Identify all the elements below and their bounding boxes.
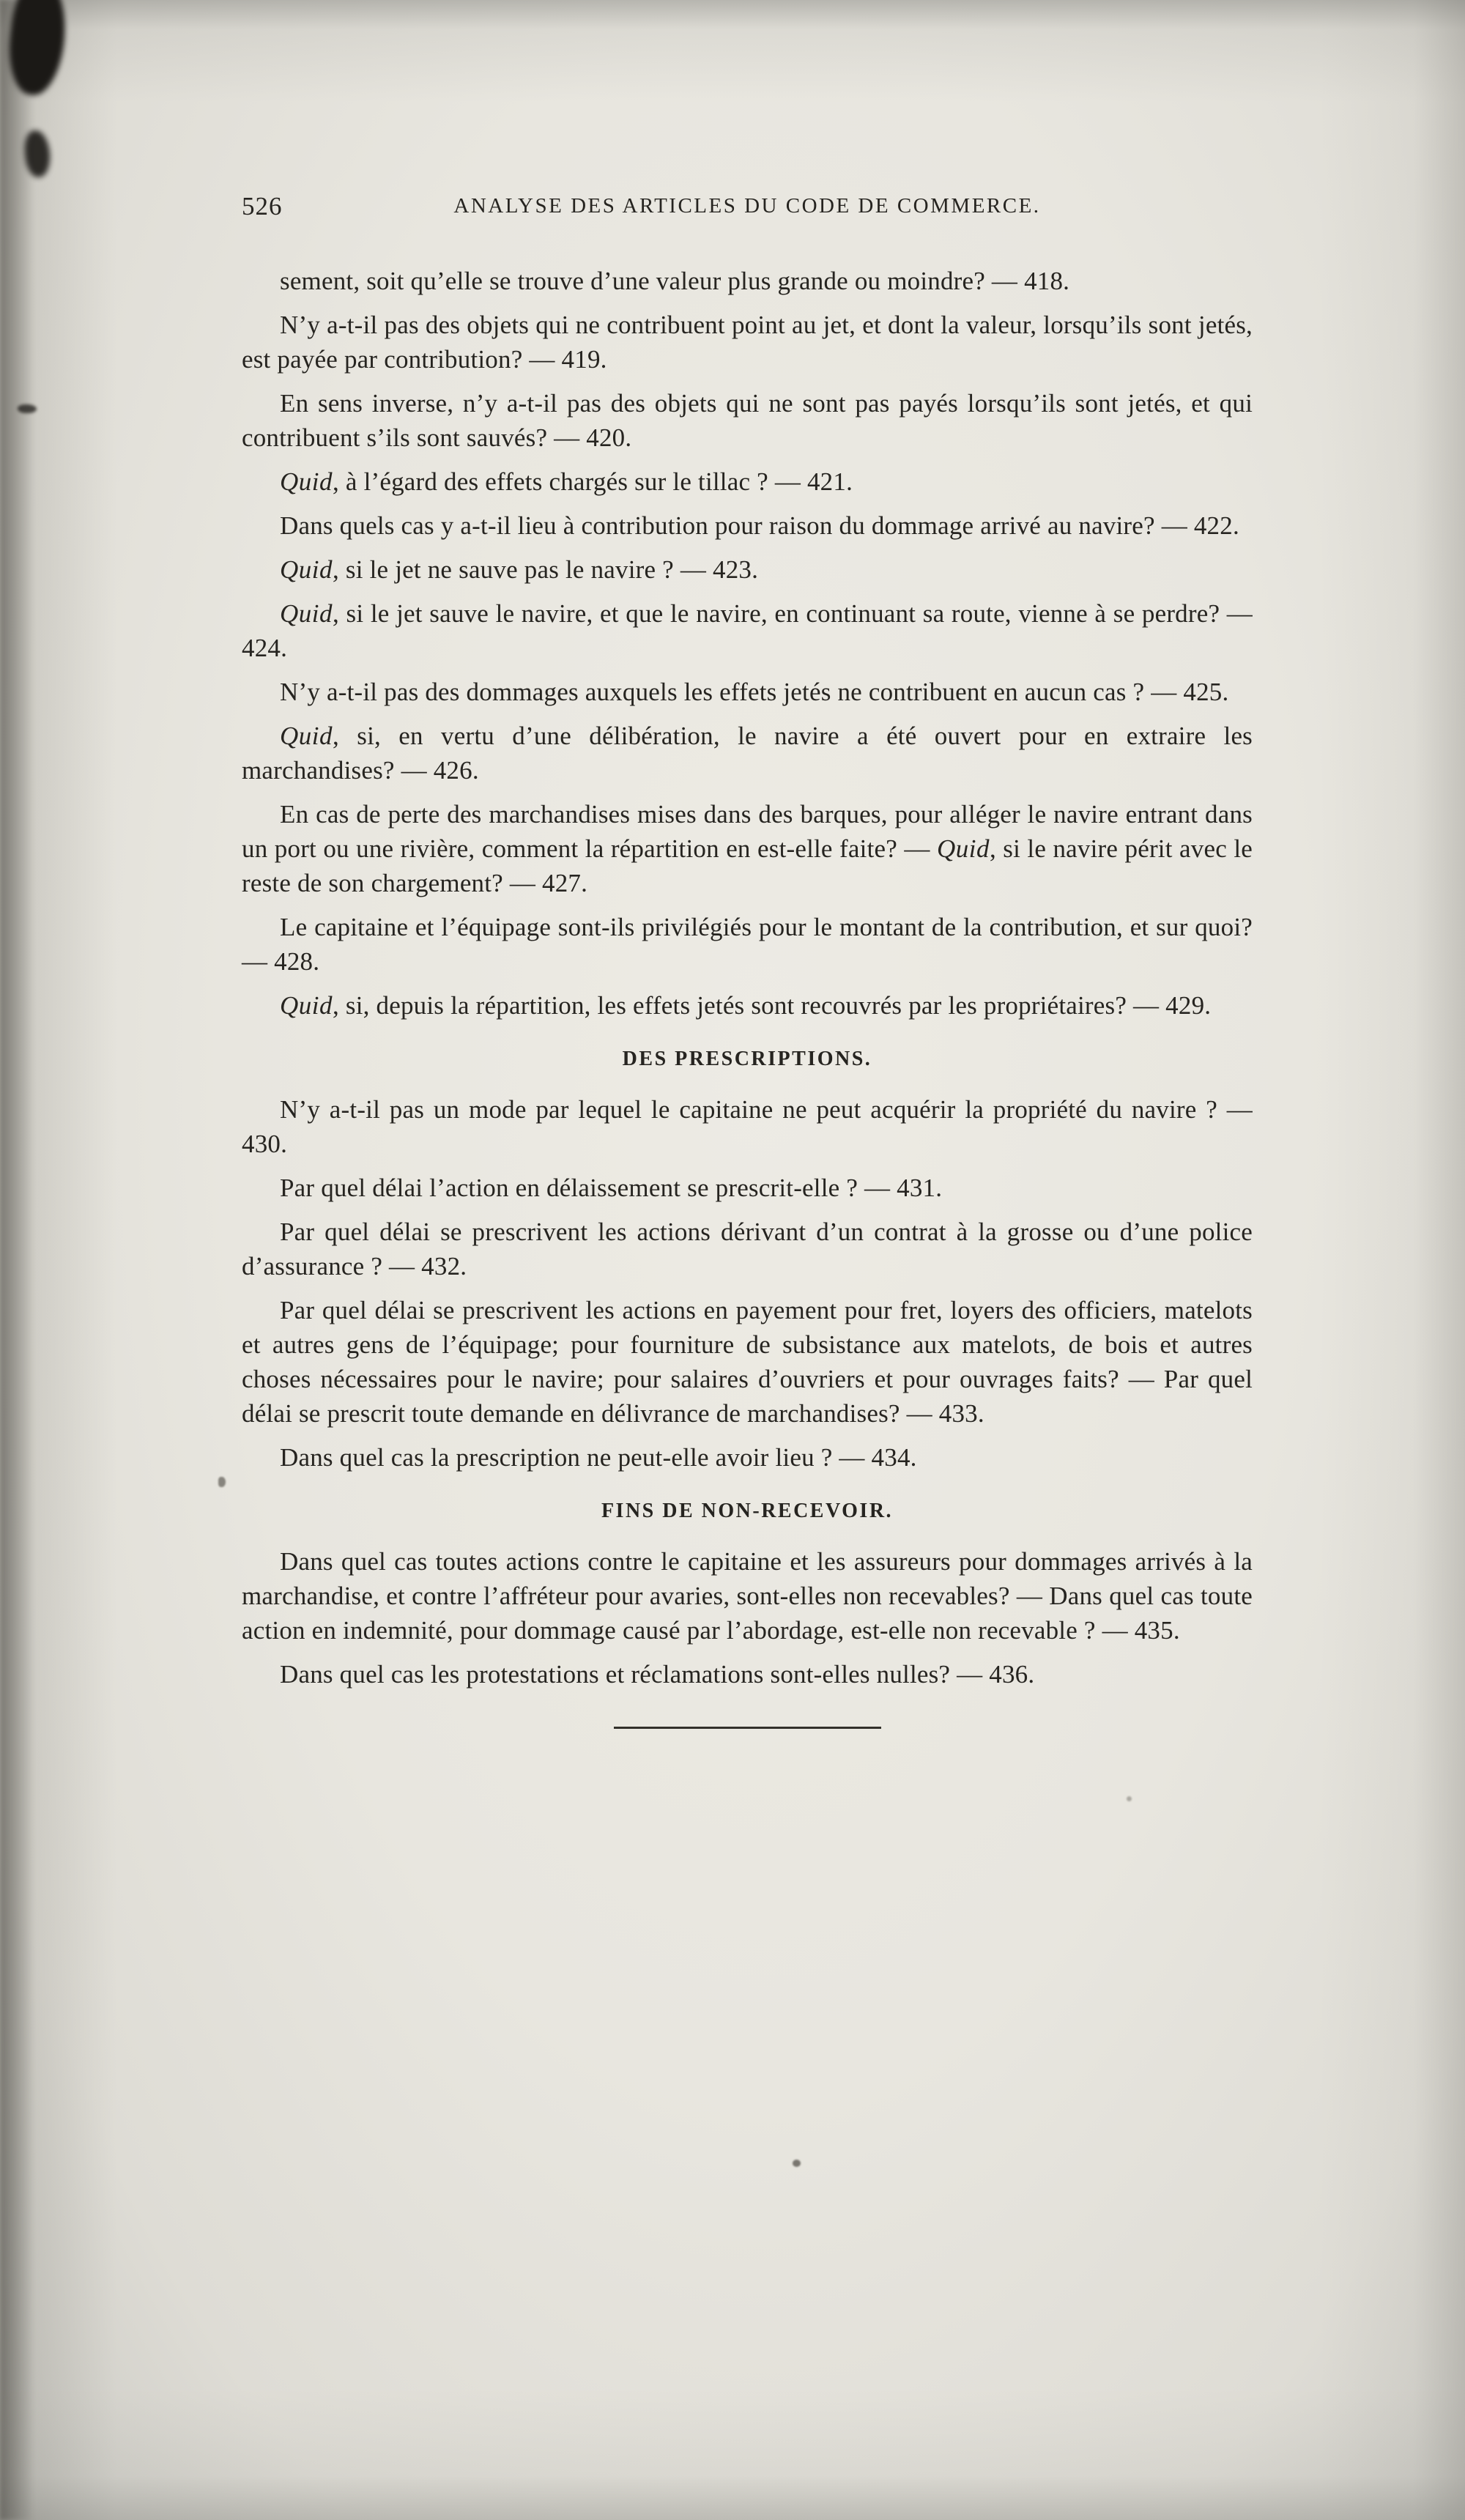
paragraph: Dans quel cas la prescription ne peut-elle avoir lieu ? — 434. <box>280 1443 917 1472</box>
paragraph: Quid, à l’égard des effets chargés sur le tillac ? — 421. <box>280 467 853 496</box>
running-header <box>242 192 1253 226</box>
paragraph: Dans quels cas y a-t-il lieu à contribution pour raison du dommage arrivé au navire? — 422. <box>280 511 1239 540</box>
paragraph: sement, soit qu’elle se trouve d’une valeur plus grande ou moindre? — 418. <box>280 267 1070 295</box>
paragraph: Quid, si le jet sauve le navire, et que le navire, en continuant sa route, vienne à se perdre? — 424. <box>242 599 1253 662</box>
text-block <box>242 264 1253 1691</box>
section-divider-rule <box>614 1727 881 1729</box>
ink-blot <box>18 404 37 413</box>
paragraph: Par quel délai l’action en délaissement se prescrit-elle ? — 431. <box>280 1174 943 1202</box>
section-heading: DES PRESCRIPTIONS. <box>622 1048 872 1070</box>
paper-speck <box>1127 1796 1132 1801</box>
paragraph: N’y a-t-il pas un mode par lequel le capitaine ne peut acquérir la propriété du navire ? — 430. <box>242 1095 1253 1158</box>
section-heading: FINS DE NON-RECEVOIR. <box>601 1500 894 1522</box>
paragraph: N’y a-t-il pas des dommages auxquels les effets jetés ne contribuent en aucun cas ? — 425. <box>280 678 1229 706</box>
paragraph: Le capitaine et l’équipage sont-ils privilégiés pour le montant de la contribution, et sur quoi? — 428. <box>242 913 1253 976</box>
paragraph: Quid, si, depuis la répartition, les effets jetés sont recouvrés par les propriétaires? — 429. <box>280 991 1212 1020</box>
paragraph: Quid, si, en vertu d’une délibération, le navire a été ouvert pour en extraire les marchandises? — 426. <box>242 722 1253 785</box>
paragraph: En cas de perte des marchandises mises dans des barques, pour alléger le navire entrant dans un port ou une rivière, comment la répartition en est-elle faite? — Quid, si le navire périt avec le reste de son chargement? — 427. <box>242 800 1253 897</box>
page-content <box>242 192 1253 1729</box>
paragraph: Par quel délai se prescrivent les actions dérivant d’un contrat à la grosse ou d’une police d’assurance ? — 432. <box>242 1218 1253 1281</box>
paragraph: Quid, si le jet ne sauve pas le navire ? — 423. <box>280 555 759 584</box>
paragraph: Dans quel cas les protestations et réclamations sont-elles nulles? — 436. <box>280 1660 1035 1689</box>
page-number: 526 <box>242 192 283 220</box>
running-title: ANALYSE DES ARTICLES DU CODE DE COMMERCE. <box>453 194 1041 218</box>
paragraph: N’y a-t-il pas des objets qui ne contribuent point au jet, et dont la valeur, lorsqu’ils sont jetés, est payée par contribution? — 419. <box>242 311 1253 374</box>
paragraph: En sens inverse, n’y a-t-il pas des objets qui ne sont pas payés lorsqu’ils sont jetés, et qui contribuent s’ils sont sauvés? — 420. <box>242 389 1253 452</box>
paper-speck <box>218 1477 226 1487</box>
binding-shadow <box>0 0 34 2520</box>
paragraph: Par quel délai se prescrivent les actions en payement pour fret, loyers des officiers, matelots et autres gens de l’équipage; pour fourniture de subsistance aux matelots, de bois et autres choses nécessaires pour le navire; pour salaires d’ouvriers et pour ouvrages faits? — Par quel délai se prescrit toute demande en délivrance de marchandises? — 433. <box>242 1296 1253 1428</box>
paper-speck <box>793 2160 801 2167</box>
paragraph: Dans quel cas toutes actions contre le capitaine et les assureurs pour dommages arrivés à la marchandise, et contre l’affréteur pour avaries, sont-elles non recevables? — Dans quel cas toute action en indemnité, pour dommage causé par l’abordage, est-elle non recevable ? — 435. <box>242 1547 1253 1645</box>
